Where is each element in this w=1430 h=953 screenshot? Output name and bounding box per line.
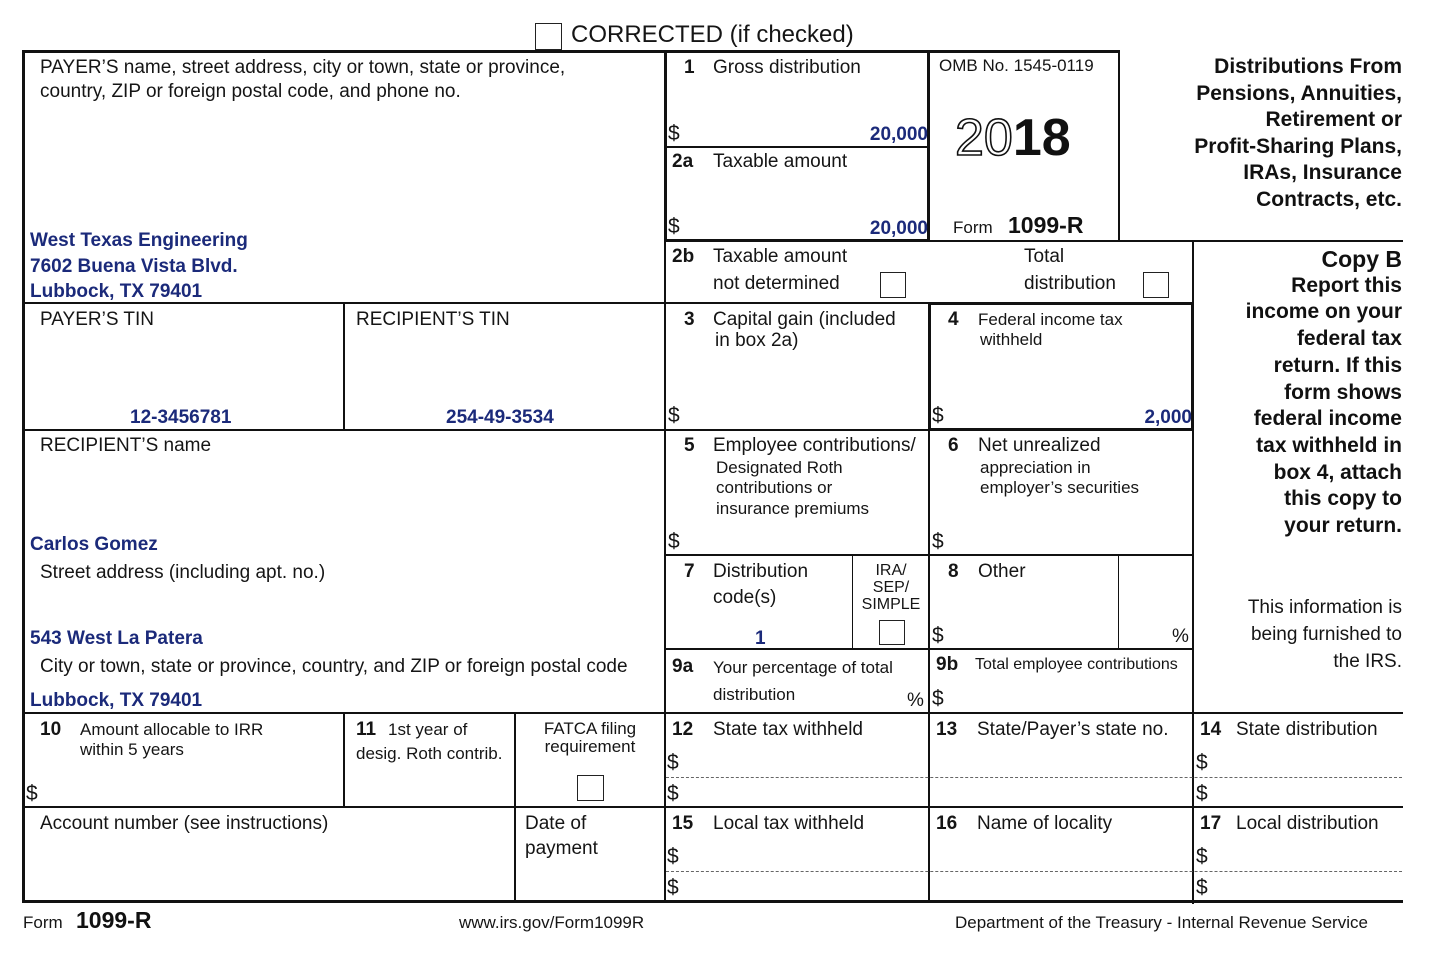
copy-b-info-line2: being furnished to bbox=[1250, 624, 1402, 645]
box15-dollar-line1: $ bbox=[667, 845, 679, 868]
box6-number: 6 bbox=[948, 435, 959, 456]
box3-label-line2: in box 2a) bbox=[715, 330, 799, 351]
box6-label-line3: employer’s securities bbox=[980, 478, 1140, 497]
box7-label-line2: code(s) bbox=[713, 587, 777, 608]
box7-label-line1: Distribution bbox=[713, 561, 809, 582]
copy-b-info-line1: This information is bbox=[1247, 597, 1402, 618]
box4-value: 2,000 bbox=[1144, 407, 1192, 428]
recipient-tin: 254-49-3534 bbox=[446, 407, 554, 428]
box12-dollar-line1: $ bbox=[667, 751, 679, 774]
omb-form-name: 1099-R bbox=[1008, 212, 1084, 238]
box16-number: 16 bbox=[936, 813, 958, 834]
box17-dollar-line1: $ bbox=[1196, 845, 1208, 868]
box1-dollar: $ bbox=[668, 122, 680, 145]
box3-number: 3 bbox=[684, 309, 695, 330]
box2a-dollar: $ bbox=[668, 215, 680, 238]
box11-label-line2: desig. Roth contrib. bbox=[356, 744, 503, 763]
box17-dollar-line2: $ bbox=[1196, 876, 1208, 899]
account-number-label: Account number (see instructions) bbox=[40, 813, 329, 834]
taxable-not-determined-checkbox[interactable] bbox=[880, 272, 906, 298]
box3-label-line1: Capital gain (included bbox=[713, 309, 896, 330]
box9a-number: 9a bbox=[672, 656, 694, 677]
copy-b-line8: box 4, attach bbox=[1273, 460, 1402, 484]
total-distribution-label-line1: Total bbox=[1024, 246, 1065, 267]
box10-label-line2: within 5 years bbox=[80, 740, 184, 759]
box2a-label: Taxable amount bbox=[713, 151, 848, 172]
box1-number: 1 bbox=[684, 57, 695, 78]
box2b-label-line1: Taxable amount bbox=[713, 246, 848, 267]
box14-label: State distribution bbox=[1236, 719, 1378, 740]
footer-url[interactable]: www.irs.gov/Form1099R bbox=[459, 913, 645, 932]
payer-city: Lubbock, TX 79401 bbox=[30, 281, 203, 302]
box10-dollar: $ bbox=[26, 782, 38, 805]
form-title bbox=[1130, 54, 1402, 213]
box10-number: 10 bbox=[40, 719, 62, 740]
copy-b-line6: federal income bbox=[1253, 407, 1402, 431]
box8-percent: % bbox=[1172, 626, 1189, 647]
recipient-city: Lubbock, TX 79401 bbox=[30, 690, 203, 711]
recipient-street-label: Street address (including apt. no.) bbox=[40, 562, 326, 583]
ira-line2: SEP/ bbox=[872, 579, 910, 596]
footer-form-word: Form bbox=[23, 913, 63, 932]
fatca-checkbox[interactable] bbox=[577, 775, 604, 801]
copy-b-heading: Copy B bbox=[1321, 246, 1402, 272]
copy-b-line3: federal tax bbox=[1296, 327, 1402, 351]
copy-b-instructions bbox=[1200, 246, 1402, 540]
tax-year bbox=[955, 110, 1071, 166]
box9b-label: Total employee contributions bbox=[975, 656, 1178, 673]
copy-b-line2: income on your bbox=[1245, 300, 1402, 324]
box10-label-line1: Amount allocable to IRR bbox=[80, 720, 264, 739]
copy-b-line10: your return. bbox=[1284, 514, 1402, 538]
omb-form-word: Form bbox=[953, 218, 993, 237]
box15-number: 15 bbox=[672, 813, 694, 834]
box14-dollar-line1: $ bbox=[1196, 751, 1208, 774]
box12-label: State tax withheld bbox=[713, 719, 863, 740]
box15-label: Local tax withheld bbox=[713, 813, 865, 834]
payer-name: West Texas Engineering bbox=[30, 230, 248, 251]
box5-label-line3: contributions or bbox=[716, 478, 833, 497]
box13-label: State/Payer’s state no. bbox=[977, 719, 1169, 740]
copy-b-info-line3: the IRS. bbox=[1333, 651, 1402, 672]
omb-number: OMB No. 1545-0119 bbox=[939, 56, 1094, 75]
title-line5: IRAs, Insurance bbox=[1243, 161, 1402, 184]
copy-b-line9: this copy to bbox=[1284, 487, 1402, 511]
ira-sep-simple-label bbox=[854, 562, 928, 613]
date-of-payment-label-line2: payment bbox=[525, 838, 598, 859]
recipient-city-label: City or town, state or province, country, and ZIP or foreign postal code bbox=[40, 656, 628, 677]
distribution-code-value: 1 bbox=[755, 628, 766, 649]
fatca-label-line1: FATCA filing bbox=[543, 719, 637, 738]
box5-dollar: $ bbox=[668, 530, 680, 553]
box2a-value: 20,000 bbox=[869, 218, 928, 239]
box12-number: 12 bbox=[672, 719, 694, 740]
box6-dollar: $ bbox=[932, 530, 944, 553]
box11-label-line1: 1st year of bbox=[388, 720, 468, 739]
box7-number: 7 bbox=[684, 561, 695, 582]
tax-year-bold: 18 bbox=[1012, 109, 1071, 167]
footer-department: Department of the Treasury - Internal Revenue Service bbox=[955, 913, 1368, 932]
box9a-percent: % bbox=[907, 690, 924, 711]
payer-tin-label: PAYER’S TIN bbox=[40, 309, 155, 330]
total-distribution-checkbox[interactable] bbox=[1143, 272, 1169, 298]
box14-dollar-line2: $ bbox=[1196, 782, 1208, 805]
recipient-tin-label: RECIPIENT’S TIN bbox=[356, 309, 510, 330]
copy-b-info bbox=[1200, 594, 1402, 675]
box5-label-line1: Employee contributions/ bbox=[713, 435, 916, 456]
copy-b-line5: form shows bbox=[1284, 380, 1402, 404]
box2b-label-line2: not determined bbox=[713, 273, 840, 294]
box14-number: 14 bbox=[1200, 719, 1222, 740]
box17-number: 17 bbox=[1200, 813, 1222, 834]
box12-dollar-line2: $ bbox=[667, 782, 679, 805]
recipient-street: 543 West La Patera bbox=[30, 628, 203, 649]
box9a-label-line1: Your percentage of total bbox=[713, 658, 893, 677]
ira-sep-simple-checkbox[interactable] bbox=[879, 620, 905, 645]
box9a-label-line2: distribution bbox=[713, 685, 796, 704]
payer-street: 7602 Buena Vista Blvd. bbox=[30, 256, 238, 277]
box4-dollar: $ bbox=[932, 404, 944, 427]
corrected-checkbox[interactable] bbox=[535, 23, 562, 50]
box3-dollar: $ bbox=[668, 404, 680, 427]
box4-label-line1: Federal income tax bbox=[978, 310, 1123, 329]
box5-label-line2: Designated Roth bbox=[716, 458, 843, 477]
box4-label-line2: withheld bbox=[980, 330, 1043, 349]
title-line3: Retirement or bbox=[1265, 108, 1402, 131]
fatca-label-line2: requirement bbox=[544, 737, 636, 756]
box6-label-line1: Net unrealized bbox=[978, 435, 1101, 456]
box2a-number: 2a bbox=[672, 151, 694, 172]
box9b-dollar: $ bbox=[932, 687, 944, 710]
recipient-name: Carlos Gomez bbox=[30, 534, 158, 555]
corrected-label: CORRECTED (if checked) bbox=[571, 21, 854, 48]
title-line6: Contracts, etc. bbox=[1256, 187, 1402, 211]
total-distribution-label-line2: distribution bbox=[1024, 273, 1116, 294]
box8-number: 8 bbox=[948, 561, 959, 582]
box15-dollar-line2: $ bbox=[667, 876, 679, 899]
box13-number: 13 bbox=[936, 719, 958, 740]
box4-number: 4 bbox=[948, 309, 959, 330]
box16-label: Name of locality bbox=[977, 813, 1113, 834]
ira-line1: IRA/ bbox=[875, 562, 907, 579]
box5-number: 5 bbox=[684, 435, 695, 456]
box9b-number: 9b bbox=[936, 654, 959, 675]
title-line1: Distributions From bbox=[1214, 55, 1402, 78]
title-line4: Profit-Sharing Plans, bbox=[1194, 134, 1402, 158]
box1-value: 20,000 bbox=[869, 124, 928, 145]
ira-line3: SIMPLE bbox=[861, 596, 921, 613]
tax-year-outline: 20 bbox=[955, 109, 1013, 167]
copy-b-line1: Report this bbox=[1291, 273, 1402, 297]
title-line2: Pensions, Annuities, bbox=[1196, 81, 1402, 105]
payer-tin: 12-3456781 bbox=[130, 407, 232, 428]
box5-label-line4: insurance premiums bbox=[716, 499, 870, 518]
box17-label: Local distribution bbox=[1236, 813, 1379, 834]
copy-b-line7: tax withheld in bbox=[1256, 433, 1402, 457]
recipient-name-label: RECIPIENT’S name bbox=[40, 435, 212, 456]
footer-form-name: 1099-R bbox=[76, 907, 152, 933]
date-of-payment-label-line1: Date of bbox=[525, 813, 587, 834]
box8-label: Other bbox=[978, 561, 1026, 582]
copy-b-line4: return. If this bbox=[1273, 353, 1402, 377]
fatca-label bbox=[516, 720, 664, 756]
payer-label-line2: country, ZIP or foreign postal code, and phone no. bbox=[40, 81, 461, 102]
box11-number: 11 bbox=[356, 719, 377, 740]
box8-dollar: $ bbox=[932, 624, 944, 647]
payer-label-line1: PAYER’S name, street address, city or town, state or province, bbox=[40, 57, 566, 78]
box2b-number: 2b bbox=[672, 246, 695, 267]
box6-label-line2: appreciation in bbox=[980, 458, 1091, 477]
box1-label: Gross distribution bbox=[713, 57, 861, 78]
